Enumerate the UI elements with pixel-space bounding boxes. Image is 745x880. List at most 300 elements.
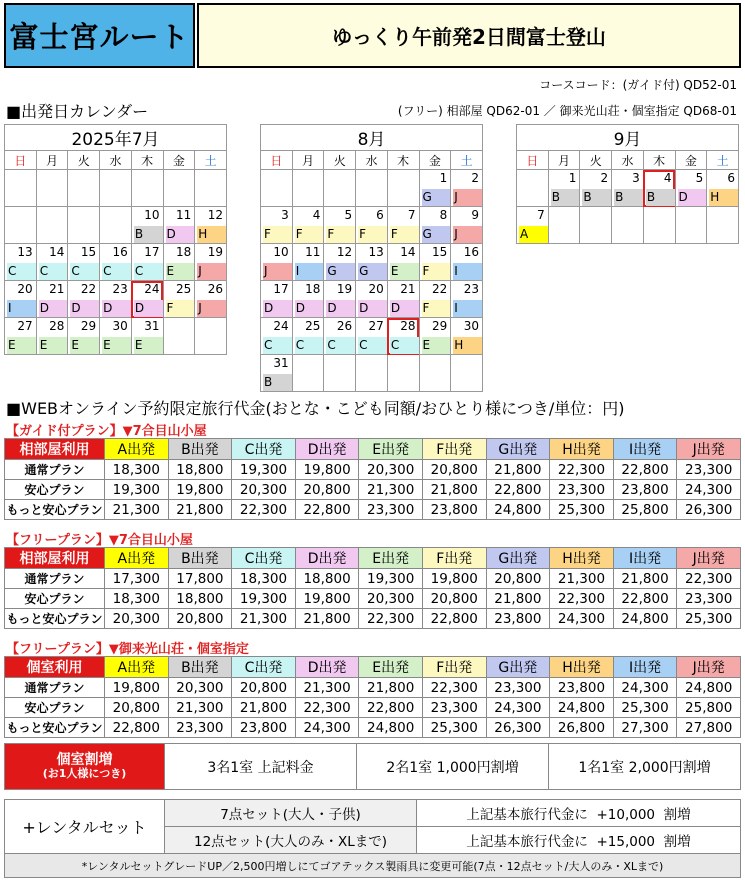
departure-grade: C xyxy=(358,337,387,354)
weekday-header: 木 xyxy=(387,151,419,170)
departure-grade: D xyxy=(166,226,195,243)
calendar-empty-day xyxy=(517,170,549,207)
price-cell: 19,300 xyxy=(359,569,423,589)
calendar-empty-day xyxy=(5,207,37,244)
calendar-empty-day xyxy=(292,355,324,392)
day-number: 10 xyxy=(144,208,160,222)
price-heading: ■WEBオンライン予約限定旅行代金(おとな・こども同額/おひとり様につき/単位：円) xyxy=(6,399,625,418)
price-cell: 19,800 xyxy=(295,589,359,609)
calendar-empty-day xyxy=(387,355,419,392)
day-number: 15 xyxy=(80,245,97,259)
departure-grade: D xyxy=(295,300,324,317)
rental-set-name: 12点セット(大人のみ・XLまで) xyxy=(165,827,417,854)
departure-header: H出発 xyxy=(550,548,614,569)
departure-grade: I xyxy=(295,263,324,280)
weekday-header: 火 xyxy=(580,151,612,170)
day-number: 1 xyxy=(439,171,448,185)
price-cell: 24,800 xyxy=(359,718,423,738)
calendar-day xyxy=(261,281,293,318)
day-number: 22 xyxy=(80,282,97,296)
calendar-day xyxy=(387,244,419,281)
departure-grade: I xyxy=(453,263,482,280)
price-cell: 17,800 xyxy=(168,569,232,589)
price-cell: 20,800 xyxy=(486,569,550,589)
departure-header: J出発 xyxy=(677,439,741,460)
price-cell: 21,800 xyxy=(232,698,296,718)
price-cell: 19,800 xyxy=(422,569,486,589)
departure-header: F出発 xyxy=(422,439,486,460)
day-number: 18 xyxy=(305,282,321,296)
price-row xyxy=(5,569,741,589)
day-number: 14 xyxy=(400,245,416,259)
price-cell: 20,300 xyxy=(232,480,296,500)
departure-header: E出発 xyxy=(359,439,423,460)
calendar-day xyxy=(324,244,356,281)
price-cell: 26,300 xyxy=(486,718,550,738)
price-cell: 20,300 xyxy=(105,609,169,629)
day-number: 30 xyxy=(463,319,479,333)
calendar-day xyxy=(261,244,293,281)
calendar-month xyxy=(516,124,739,244)
price-cell: 23,300 xyxy=(168,718,232,738)
surcharge-option: 1名1室 2,000円割増 xyxy=(549,744,741,790)
price-cell: 24,800 xyxy=(613,609,677,629)
day-number: 11 xyxy=(175,208,192,222)
calendar-day xyxy=(261,207,293,244)
departure-grade: D xyxy=(263,300,292,317)
day-number: 13 xyxy=(17,245,33,259)
departure-grade: J xyxy=(197,300,226,317)
price-cell: 21,300 xyxy=(550,569,614,589)
price-cell: 24,300 xyxy=(613,678,677,698)
calendar-day xyxy=(195,207,227,244)
day-number: 8 xyxy=(439,208,448,222)
price-cell: 22,800 xyxy=(613,460,677,480)
weekday-header: 火 xyxy=(324,151,356,170)
calendar-month xyxy=(4,124,227,355)
calendar-empty-day xyxy=(356,355,388,392)
departure-grade: H xyxy=(709,189,738,206)
calendar-empty-day xyxy=(195,318,227,355)
plan-name: もっと安心プラン xyxy=(5,500,105,520)
price-cell: 24,800 xyxy=(486,500,550,520)
departure-grade: D xyxy=(70,300,99,317)
departure-header: H出発 xyxy=(550,657,614,678)
day-number: 13 xyxy=(368,245,384,259)
weekday-header: 金 xyxy=(419,151,451,170)
surcharge-title: 個室割増 xyxy=(56,751,113,768)
departure-grade: B xyxy=(614,189,643,206)
departure-header: J出発 xyxy=(677,548,741,569)
calendar-empty-day xyxy=(68,207,100,244)
departure-grade: E xyxy=(166,263,195,280)
departure-grade: C xyxy=(134,263,163,280)
weekday-header: 日 xyxy=(261,151,293,170)
rental-amount: +10,000 xyxy=(596,807,656,823)
calendar-day xyxy=(5,318,37,355)
day-number: 26 xyxy=(207,282,223,296)
departure-grade: J xyxy=(453,189,482,206)
price-table xyxy=(4,547,741,629)
weekday-header: 月 xyxy=(36,151,68,170)
price-cell: 22,800 xyxy=(422,609,486,629)
calendar-day xyxy=(195,281,227,318)
calendar-day xyxy=(356,207,388,244)
day-number: 5 xyxy=(695,171,704,185)
calendar-day xyxy=(419,281,451,318)
day-number: 4 xyxy=(312,208,321,222)
price-cell: 22,800 xyxy=(613,589,677,609)
calendar-day xyxy=(292,207,324,244)
departure-header: G出発 xyxy=(486,439,550,460)
price-cell: 24,800 xyxy=(550,698,614,718)
calendar-day xyxy=(131,281,163,318)
calendar-day xyxy=(387,281,419,318)
calendar-empty-day xyxy=(356,170,388,207)
departure-header: H出発 xyxy=(550,439,614,460)
price-cell: 19,300 xyxy=(232,460,296,480)
calendar-empty-day xyxy=(707,207,739,244)
price-cell: 24,800 xyxy=(677,678,741,698)
price-cell: 19,800 xyxy=(105,678,169,698)
departure-grade: E xyxy=(102,337,131,354)
price-cell: 22,800 xyxy=(359,698,423,718)
price-cell: 18,300 xyxy=(105,589,169,609)
plan-label: 【フリープラン】▼御来光山荘・個室指定 xyxy=(6,642,249,657)
price-cell: 21,800 xyxy=(486,589,550,609)
price-cell: 18,300 xyxy=(105,460,169,480)
price-cell: 20,800 xyxy=(295,480,359,500)
departure-grade: G xyxy=(422,189,451,206)
departure-grade: C xyxy=(70,263,99,280)
plan-label: 【ガイド付プラン】▼7合目山小屋 xyxy=(6,424,207,439)
departure-grade: E xyxy=(422,337,451,354)
weekday-header: 月 xyxy=(548,151,580,170)
course-code-guide: コースコード：(ガイド付) QD52-01 xyxy=(539,78,737,92)
calendar-day xyxy=(195,244,227,281)
departure-header: C出発 xyxy=(232,439,296,460)
rental-suffix: 割増 xyxy=(663,807,691,823)
price-cell: 21,800 xyxy=(613,569,677,589)
departure-header: F出発 xyxy=(422,548,486,569)
plan-name: 通常プラン xyxy=(5,678,105,698)
price-cell: 25,300 xyxy=(613,698,677,718)
departure-grade: I xyxy=(453,300,482,317)
calendar-empty-day xyxy=(612,207,644,244)
departure-header: C出発 xyxy=(232,657,296,678)
price-cell: 20,800 xyxy=(105,698,169,718)
day-number: 22 xyxy=(431,282,448,296)
day-number: 14 xyxy=(49,245,65,259)
price-row xyxy=(5,480,741,500)
departure-grade: C xyxy=(326,337,355,354)
price-row xyxy=(5,589,741,609)
departure-header: D出発 xyxy=(295,439,359,460)
calendar-empty-day xyxy=(292,170,324,207)
rental-set-price xyxy=(417,800,741,827)
rental-set-name: 7点セット(大人・子供) xyxy=(165,800,417,827)
price-cell: 20,800 xyxy=(422,460,486,480)
departure-header: J出発 xyxy=(677,657,741,678)
departure-header: A出発 xyxy=(105,439,169,460)
weekday-header: 水 xyxy=(100,151,132,170)
calendar-empty-day xyxy=(36,207,68,244)
day-number: 29 xyxy=(80,319,97,333)
calendar-day xyxy=(163,244,195,281)
calendar-day xyxy=(387,207,419,244)
price-row xyxy=(5,500,741,520)
price-cell: 21,300 xyxy=(359,480,423,500)
calendar-day xyxy=(36,281,68,318)
day-number: 6 xyxy=(727,171,735,185)
day-number: 7 xyxy=(407,208,416,222)
day-number: 23 xyxy=(463,282,479,296)
departure-grade: B xyxy=(646,189,675,206)
weekday-header: 土 xyxy=(707,151,739,170)
departure-header: I出発 xyxy=(613,439,677,460)
price-cell: 22,800 xyxy=(486,480,550,500)
calendar-empty-day xyxy=(324,355,356,392)
day-number: 6 xyxy=(376,208,384,222)
rental-title: +レンタルセット xyxy=(5,800,165,854)
weekday-header: 日 xyxy=(5,151,37,170)
price-cell: 20,800 xyxy=(168,609,232,629)
price-cell: 21,800 xyxy=(422,480,486,500)
departure-grade: F xyxy=(263,226,292,243)
departure-grade: G xyxy=(422,226,451,243)
day-number: 1 xyxy=(568,171,577,185)
price-cell: 21,800 xyxy=(486,460,550,480)
departure-grade: E xyxy=(70,337,99,354)
calendar-day xyxy=(356,281,388,318)
departure-grade: J xyxy=(453,226,482,243)
price-table xyxy=(4,438,741,520)
calendar-day xyxy=(131,318,163,355)
weekday-header: 金 xyxy=(675,151,707,170)
departure-grade: C xyxy=(263,337,292,354)
departure-grade: D xyxy=(326,300,355,317)
calendar-empty-day xyxy=(675,207,707,244)
price-cell: 24,300 xyxy=(677,480,741,500)
departure-header: G出発 xyxy=(486,548,550,569)
price-cell: 23,300 xyxy=(359,500,423,520)
calendar-day xyxy=(163,281,195,318)
price-row xyxy=(5,609,741,629)
price-cell: 25,800 xyxy=(677,698,741,718)
price-cell: 21,300 xyxy=(295,678,359,698)
calendar-day xyxy=(451,170,483,207)
day-number: 12 xyxy=(336,245,353,259)
calendar-day xyxy=(451,281,483,318)
departure-grade: D xyxy=(102,300,131,317)
calendar-day xyxy=(324,207,356,244)
plan-name: 通常プラン xyxy=(5,460,105,480)
calendar-day xyxy=(5,244,37,281)
plan-name: 通常プラン xyxy=(5,569,105,589)
calendar-day xyxy=(100,281,132,318)
plan-name: 安心プラン xyxy=(5,589,105,609)
calendar-day xyxy=(419,318,451,355)
price-cell: 22,800 xyxy=(295,500,359,520)
calendar-empty-day xyxy=(68,170,100,207)
price-cell: 20,800 xyxy=(422,589,486,609)
calendar-month-title: 2025年7月 xyxy=(5,125,227,151)
price-cell: 22,300 xyxy=(295,698,359,718)
price-cell: 19,300 xyxy=(232,589,296,609)
weekday-header: 水 xyxy=(356,151,388,170)
room-type-header: 相部屋利用 xyxy=(5,548,105,569)
day-number: 16 xyxy=(463,245,479,259)
calendar-month-title: 9月 xyxy=(517,125,739,151)
plan-name: もっと安心プラン xyxy=(5,609,105,629)
day-number: 30 xyxy=(112,319,128,333)
day-number: 21 xyxy=(49,282,65,296)
day-number: 4 xyxy=(663,171,672,185)
calendar-day xyxy=(261,355,293,392)
departure-grade: C xyxy=(295,337,324,354)
plan-name: もっと安心プラン xyxy=(5,718,105,738)
day-number: 25 xyxy=(175,282,192,296)
calendar-day xyxy=(451,207,483,244)
calendar-empty-day xyxy=(100,207,132,244)
price-cell: 23,300 xyxy=(677,589,741,609)
calendar-empty-day xyxy=(643,207,675,244)
calendar-day xyxy=(451,244,483,281)
price-cell: 22,300 xyxy=(677,569,741,589)
price-row xyxy=(5,460,741,480)
departure-grade: C xyxy=(7,263,36,280)
calendar-day xyxy=(131,244,163,281)
weekday-header: 日 xyxy=(517,151,549,170)
departure-grade: H xyxy=(453,337,482,354)
departure-header: E出発 xyxy=(359,657,423,678)
weekday-header: 木 xyxy=(643,151,675,170)
departure-header: A出発 xyxy=(105,548,169,569)
day-number: 28 xyxy=(49,319,65,333)
plan-label: 【フリープラン】▼7合目山小屋 xyxy=(6,533,193,548)
calendar-day xyxy=(580,170,612,207)
day-number: 3 xyxy=(632,171,640,185)
departure-header: C出発 xyxy=(232,548,296,569)
price-cell: 21,800 xyxy=(359,678,423,698)
price-cell: 20,300 xyxy=(359,589,423,609)
day-number: 24 xyxy=(273,319,289,333)
price-cell: 18,800 xyxy=(295,569,359,589)
day-number: 23 xyxy=(112,282,128,296)
day-number: 31 xyxy=(144,319,160,333)
calendar-empty-day xyxy=(548,207,580,244)
price-cell: 21,300 xyxy=(168,698,232,718)
course-code-free: (フリー) 相部屋 QD62-01 ／ 御来光山荘・個室指定 QD68-01 xyxy=(397,104,737,118)
calendar-empty-day xyxy=(36,170,68,207)
price-cell: 21,300 xyxy=(105,500,169,520)
departure-header: I出発 xyxy=(613,657,677,678)
weekday-header: 木 xyxy=(131,151,163,170)
day-number: 5 xyxy=(344,208,353,222)
price-cell: 22,300 xyxy=(550,460,614,480)
departure-grade: B xyxy=(551,189,580,206)
price-cell: 21,800 xyxy=(295,609,359,629)
price-cell: 26,300 xyxy=(677,500,741,520)
departure-grade: C xyxy=(390,337,419,354)
departure-grade: A xyxy=(519,226,548,243)
price-cell: 22,800 xyxy=(105,718,169,738)
day-number: 18 xyxy=(175,245,192,259)
departure-grade: F xyxy=(422,300,451,317)
departure-grade: F xyxy=(390,226,419,243)
price-cell: 25,300 xyxy=(677,609,741,629)
surcharge-option: 2名1室 1,000円割増 xyxy=(357,744,549,790)
day-number: 29 xyxy=(431,319,448,333)
departure-grade: D xyxy=(134,300,163,317)
price-cell: 27,800 xyxy=(677,718,741,738)
departure-header: G出発 xyxy=(486,657,550,678)
price-cell: 23,300 xyxy=(486,678,550,698)
calendar-day xyxy=(387,318,419,355)
day-number: 21 xyxy=(400,282,416,296)
price-cell: 27,300 xyxy=(613,718,677,738)
price-cell: 24,300 xyxy=(550,609,614,629)
surcharge-option: 3名1室 上記料金 xyxy=(165,744,357,790)
day-number: 15 xyxy=(431,245,448,259)
departure-grade: J xyxy=(197,263,226,280)
price-cell: 19,800 xyxy=(168,480,232,500)
rental-desc: 上記基本旅行代金に xyxy=(466,807,588,823)
day-number: 2 xyxy=(600,171,609,185)
departure-grade: E xyxy=(7,337,36,354)
rental-set-price xyxy=(417,827,741,854)
day-number: 25 xyxy=(305,319,321,333)
price-cell: 18,800 xyxy=(168,460,232,480)
departure-grade: E xyxy=(134,337,163,354)
departure-grade: G xyxy=(326,263,355,280)
price-cell: 25,300 xyxy=(422,718,486,738)
price-cell: 20,300 xyxy=(168,678,232,698)
departure-grade: B xyxy=(134,226,163,243)
price-table xyxy=(4,656,741,738)
calendar-empty-day xyxy=(163,170,195,207)
weekday-header: 土 xyxy=(451,151,483,170)
calendar-day xyxy=(68,281,100,318)
departure-header: F出発 xyxy=(422,657,486,678)
day-number: 19 xyxy=(207,245,223,259)
day-number: 20 xyxy=(368,282,384,296)
calendar-day xyxy=(131,207,163,244)
price-cell: 21,300 xyxy=(232,609,296,629)
calendar-day xyxy=(100,318,132,355)
calendar-empty-day xyxy=(195,170,227,207)
day-number: 17 xyxy=(144,245,160,259)
calendar-day xyxy=(612,170,644,207)
day-number: 27 xyxy=(368,319,384,333)
plan-name: 安心プラン xyxy=(5,698,105,718)
departure-grade: D xyxy=(358,300,387,317)
price-cell: 23,800 xyxy=(422,500,486,520)
departure-header: B出発 xyxy=(168,657,232,678)
departure-grade: I xyxy=(7,300,36,317)
day-number: 11 xyxy=(305,245,321,259)
calendar-empty-day xyxy=(131,170,163,207)
day-number: 3 xyxy=(281,208,289,222)
calendar-day xyxy=(163,207,195,244)
calendar-day xyxy=(548,170,580,207)
calendar-day xyxy=(292,318,324,355)
day-number: 19 xyxy=(336,282,353,296)
price-cell: 18,800 xyxy=(168,589,232,609)
price-row xyxy=(5,698,741,718)
price-row xyxy=(5,718,741,738)
day-number: 16 xyxy=(112,245,128,259)
